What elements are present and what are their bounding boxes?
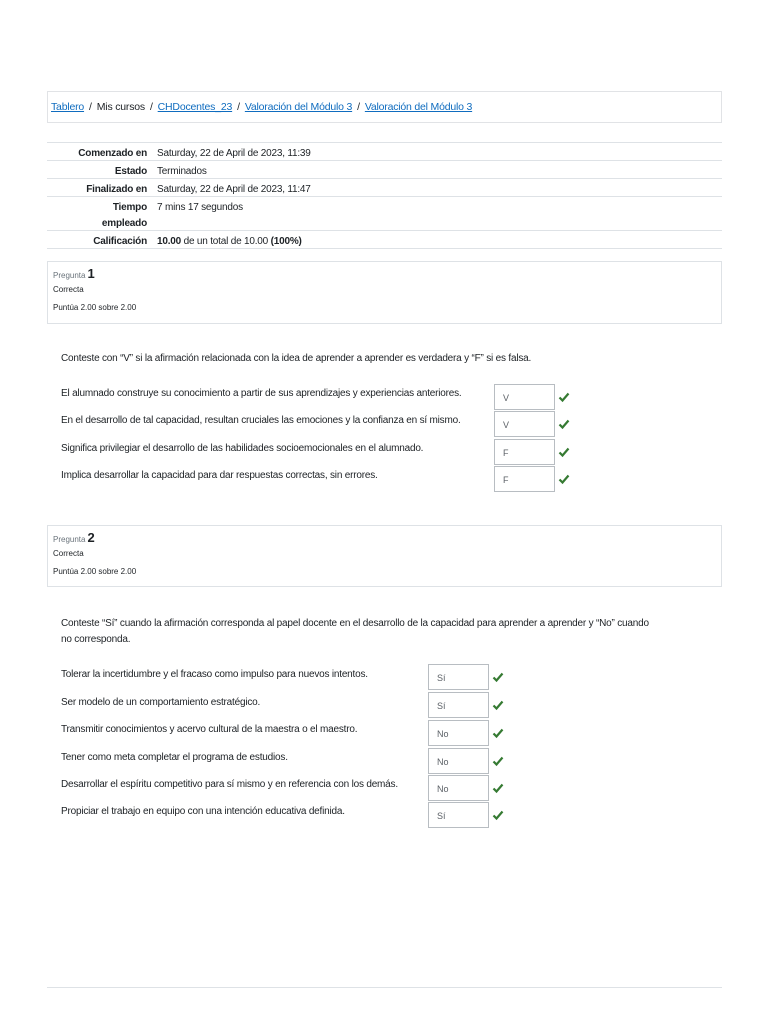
question-2-statement: Ser modelo de un comportamiento estratégico. — [61, 697, 261, 708]
breadcrumb-separator: / — [89, 101, 92, 113]
question-1-answer-select[interactable]: F — [494, 439, 555, 465]
breadcrumb-separator: / — [357, 101, 360, 113]
state-value: Terminados — [157, 166, 207, 177]
check-icon — [492, 727, 504, 739]
question-1-answer-select[interactable]: V — [494, 384, 555, 410]
time-label-line1: Tiempo — [112, 202, 147, 213]
breadcrumb — [47, 91, 722, 123]
grade-text: de un total de 10.00 — [183, 236, 269, 247]
breadcrumb-course-link[interactable]: CHDocentes_23 — [157, 101, 233, 113]
check-icon — [492, 671, 504, 683]
breadcrumb-quiz-link[interactable]: Valoración del Módulo 3 — [364, 101, 473, 113]
breadcrumb-tablero-link[interactable]: Tablero — [51, 101, 85, 113]
question-1-statement: Significa privilegiar el desarrollo de las habilidades socioemocionales en el alumnado. — [61, 443, 424, 454]
question-2-number: Pregunta 2 — [53, 530, 95, 545]
question-2-statement: Propiciar el trabajo en equipo con una intención educativa definida. — [61, 806, 345, 817]
question-2-statement: Tolerar la incertidumbre y el fracaso como impulso para nuevos intentos. — [61, 669, 368, 680]
question-2-answer-select[interactable]: No — [428, 720, 489, 746]
question-1-answer-select[interactable]: F — [494, 466, 555, 492]
question-2-prompt-line2: no corresponda. — [61, 634, 131, 645]
state-label: Estado — [114, 166, 147, 177]
question-1-state: Correcta — [53, 285, 84, 294]
summary-row-grade — [47, 230, 722, 249]
question-2-statement: Desarrollar el espíritu competitivo para sí mismo y en referencia con los demás. — [61, 779, 398, 790]
question-1-answer-select[interactable]: V — [494, 411, 555, 437]
check-icon — [492, 809, 504, 821]
attempt-summary-table — [47, 142, 722, 249]
grade-value — [147, 231, 302, 248]
summary-row-time — [47, 196, 722, 230]
check-icon — [558, 391, 570, 403]
check-icon — [492, 699, 504, 711]
question-2-answer-select[interactable]: Sí — [428, 802, 489, 828]
question-1-number: Pregunta 1 — [53, 266, 95, 281]
question-1-statement: Implica desarrollar la capacidad para dar respuestas correctas, sin errores. — [61, 470, 378, 481]
finished-value: Saturday, 22 de April de 2023, 11:47 — [157, 184, 311, 195]
check-icon — [558, 418, 570, 430]
check-icon — [492, 782, 504, 794]
breadcrumb-section-link[interactable]: Valoración del Módulo 3 — [244, 101, 353, 113]
question-2-statement: Transmitir conocimientos y acervo cultural de la maestra o el maestro. — [61, 724, 358, 735]
breadcrumb-separator: / — [149, 101, 153, 113]
question-2-answer-select[interactable]: No — [428, 748, 489, 774]
question-2-prompt — [61, 616, 649, 648]
check-icon — [558, 473, 570, 485]
question-2-grade: Puntúa 2.00 sobre 2.00 — [53, 567, 137, 576]
time-label — [47, 197, 147, 230]
summary-row-started — [47, 142, 722, 160]
check-icon — [558, 446, 570, 458]
grade-score: 10.00 — [157, 236, 182, 247]
summary-row-finished — [47, 178, 722, 196]
time-label-line2: empleado — [101, 218, 147, 229]
started-label: Comenzado en — [78, 148, 147, 159]
breadcrumb-mis-cursos: Mis cursos — [96, 101, 145, 113]
grade-label: Calificación — [93, 236, 147, 247]
footer-divider — [47, 987, 722, 988]
question-2-answer-select[interactable]: Sí — [428, 692, 489, 718]
question-2-statement: Tener como meta completar el programa de estudios. — [61, 752, 288, 763]
question-1-prompt: Conteste con “V” si la afirmación relacionada con la idea de aprender a aprender es verdadera y “F” si es falsa. — [61, 353, 532, 364]
breadcrumb-separator: / — [237, 101, 240, 113]
grade-percent: (100%) — [270, 236, 302, 247]
time-value: 7 mins 17 segundos — [157, 202, 243, 213]
question-1-grade: Puntúa 2.00 sobre 2.00 — [53, 303, 137, 312]
question-2-info — [47, 525, 722, 587]
question-1-info — [47, 261, 722, 324]
started-value: Saturday, 22 de April de 2023, 11:39 — [157, 148, 311, 159]
finished-label: Finalizado en — [86, 184, 147, 195]
question-1-statement: El alumnado construye su conocimiento a partir de sus aprendizajes y experiencias anteriores. — [61, 388, 462, 399]
summary-row-state — [47, 160, 722, 178]
question-2-answer-select[interactable]: Sí — [428, 664, 489, 690]
question-1-statement: En el desarrollo de tal capacidad, resultan cruciales las emociones y la confianza en sí mismo. — [61, 415, 461, 426]
check-icon — [492, 755, 504, 767]
question-2-state: Correcta — [53, 549, 84, 558]
question-2-prompt-line1: Conteste “Sí” cuando la afirmación corresponda al papel docente en el desarrollo de la capacidad para aprender a aprender y “No” cuando — [61, 618, 649, 629]
question-2-answer-select[interactable]: No — [428, 775, 489, 801]
